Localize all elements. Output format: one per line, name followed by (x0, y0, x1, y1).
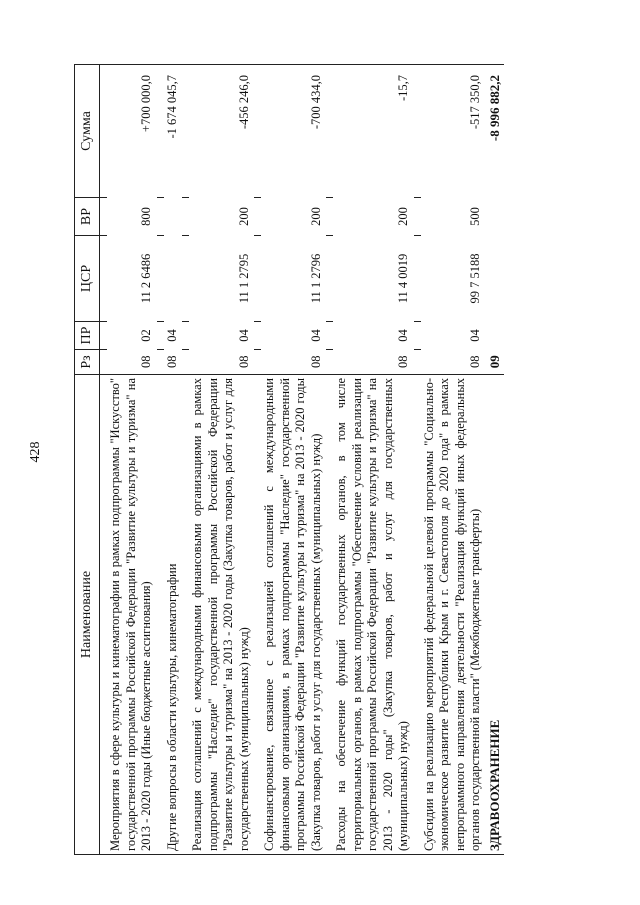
row-name: Реализация соглашений с международными финансовыми организациями в рамках подпрограммы "Наследие" государственной программы Российской Федерации "Развитие культуры и туризма" на 2013 - 2020 годы (Закупка товаров, работ и услуг для государственных (муниципальных) нужд) (189, 375, 254, 855)
row-rz: 08 (164, 350, 183, 375)
rotated-table-wrapper (74, 65, 566, 855)
table-row (333, 65, 414, 855)
row-rz: 08 (333, 350, 414, 375)
row-csr: 11 1 2796 (308, 253, 323, 304)
header-name: Наименование (75, 375, 100, 855)
table-row (261, 65, 326, 855)
table-row (189, 65, 254, 855)
row-vr: 200 (236, 207, 251, 226)
row-vr: 200 (308, 207, 323, 226)
row-sum: -456 246,0 (189, 65, 254, 198)
section-row (486, 65, 505, 855)
row-pr: 04 (396, 329, 410, 342)
row-vr (164, 198, 183, 236)
row-csr (164, 236, 183, 322)
row-sum: -1 674 045,7 (164, 65, 183, 198)
row-sum: +700 000,0 (107, 65, 157, 198)
section-name: ЗДРАВООХРАНЕНИЕ (486, 375, 505, 855)
row-csr: 11 2 6486 (139, 253, 153, 304)
page-number: 428 (28, 441, 43, 463)
section-sum: -8 996 882,2 (486, 65, 505, 198)
row-pr: 04 (468, 329, 482, 342)
section-csr (486, 236, 505, 322)
row-pr: 04 (164, 329, 179, 342)
row-name: Расходы на обеспечение функций государственных органов, в том числе территориальных органов, в рамках подпрограммы "Обеспечение условий реализации государственной программы Российской Федерации "Развитие культуры и туризма" на 2013 - 2020 годы" (Закупка товаров, работ и услуг для государственных (муниципальных) нужд) (333, 375, 414, 855)
header-sum: Сумма (75, 65, 100, 198)
row-name: Субсидии на реализацию мероприятий федеральной целевой программы "Социально-экономическое развитие Республики Крым и г. Севастополя до 2020 года" в рамках непрограммного направления деятельности "Реализация функций иных федеральных органов государственной власти" (Межбюджетные трансферты) (421, 375, 486, 855)
row-pr: 04 (236, 329, 251, 342)
row-vr: 200 (396, 207, 410, 226)
row-vr: 500 (468, 207, 482, 226)
row-rz: 08 (189, 350, 254, 375)
row-pr: 04 (308, 329, 323, 342)
row-sum: -15,7 (333, 65, 414, 198)
header-rz: Рз (75, 350, 100, 375)
row-sum: -700 434,0 (261, 65, 326, 198)
section-rz: 09 (486, 350, 505, 375)
row-name: Другие вопросы в области культуры, кинематографии (164, 375, 183, 855)
budget-table (74, 64, 504, 855)
table-row (164, 65, 183, 855)
row-csr: 11 1 2795 (236, 253, 251, 304)
row-name: Софинансирование, связанное с реализацией соглашений с международными финансовыми организациями, в рамках подпрограммы "Наследие" государственной программы Российской Федерации "Развитие культуры и туризма" на 2013 - 2020 годы (Закупка товаров, работ и услуг для государственных (муниципальных) нужд) (261, 375, 326, 855)
row-rz: 08 (421, 350, 486, 375)
header-csr: ЦСР (75, 236, 100, 322)
section-vr (486, 198, 505, 236)
row-pr: 02 (139, 329, 153, 342)
row-csr: 11 4 0019 (396, 253, 410, 304)
row-csr: 99 7 5188 (468, 253, 482, 304)
table-header-row (75, 65, 100, 855)
table-row (421, 65, 486, 855)
section-pr (486, 322, 505, 350)
row-sum: -517 350,0 (421, 65, 486, 198)
row-rz: 08 (107, 350, 157, 375)
row-name: Мероприятия в сфере культуры и кинематографии в рамках подпрограммы "Искусство" государственной программы Российской Федерации "Развитие культуры и туризма" на 2013 - 2020 годы (Иные бюджетные ассигнования) (107, 375, 157, 855)
header-vr: ВР (75, 198, 100, 236)
table-row (107, 65, 157, 855)
row-vr: 800 (139, 207, 153, 226)
header-pr: ПР (75, 322, 100, 350)
row-rz: 08 (261, 350, 326, 375)
